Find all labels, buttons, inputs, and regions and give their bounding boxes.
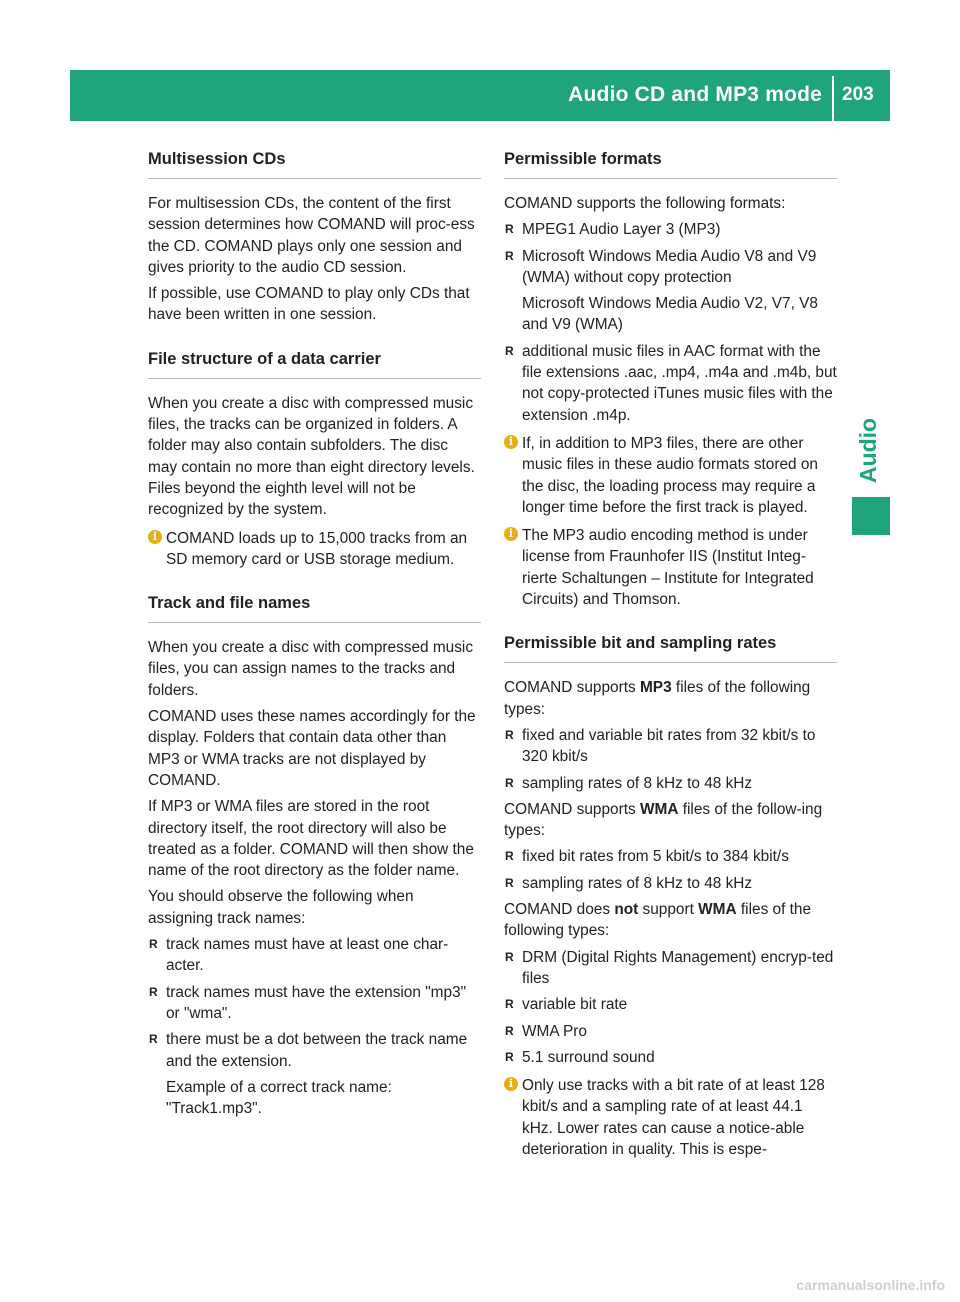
- info-text: The MP3 audio encoding method is under license from Fraunhofer IIS (Institut Integ-rierte Schaltungen – Institute for Integrated Circuits) and Thomson.: [522, 527, 814, 609]
- section-multisession: [148, 150, 481, 326]
- page-header: [70, 70, 890, 121]
- emphasis: WMA: [698, 901, 737, 919]
- info-text: If, in addition to MP3 files, there are other music files in these audio formats stored on the disc, the loading process may require a longer time before the first track is played.: [522, 434, 818, 516]
- paragraph: [504, 899, 837, 942]
- section-title: Permissible formats: [504, 150, 837, 179]
- emphasis: not: [614, 901, 639, 919]
- text: support: [638, 901, 699, 919]
- emphasis: MP3: [639, 679, 672, 697]
- info-icon: i: [504, 527, 518, 541]
- list-item: R there must be a dot between the track name and the extension.: [148, 1029, 481, 1072]
- section-title: Multisession CDs: [148, 150, 481, 179]
- section-file-structure: [148, 350, 481, 570]
- paragraph: For multisession CDs, the content of the first session determines how COMAND will proc-ess the CD. COMAND plays only one session and gives priority to the audio CD session.: [148, 195, 475, 276]
- info-icon: i: [504, 435, 518, 449]
- text: COMAND does: [504, 901, 615, 919]
- info-note: [504, 525, 837, 610]
- info-note: [148, 528, 481, 571]
- info-icon: i: [504, 1077, 518, 1091]
- list-item: R sampling rates of 8 kHz to 48 kHz: [504, 773, 837, 794]
- watermark: carmanualsonline.info: [796, 1277, 945, 1293]
- text: files of the following types:: [504, 901, 812, 940]
- text: files of the following types:: [504, 679, 811, 718]
- info-note: [504, 1075, 837, 1160]
- info-text: Only use tracks with a bit rate of at least 128 kbit/s and a sampling rate of at least 44.1 kHz. Lower rates can cause a notice-able deterioration in quality. This is espe-: [522, 1077, 825, 1158]
- paragraph: If MP3 or WMA files are stored in the root directory itself, the root directory will also be treated as a folder. COMAND will then show the name of the root directory as the folder name.: [148, 798, 474, 880]
- text: files of the follow-ing types:: [504, 800, 823, 840]
- list-item: R sampling rates of 8 kHz to 48 kHz: [504, 873, 837, 894]
- info-icon: i: [148, 530, 162, 544]
- header-title: Audio CD and MP3 mode: [568, 83, 822, 106]
- section-bit-sampling-rates: [504, 634, 837, 1160]
- section-title: Track and file names: [148, 594, 481, 623]
- list-item: R fixed and variable bit rates from 32 kbit/s to 320 kbit/s: [504, 725, 837, 768]
- list-item: R track names must have at least one char-acter.: [148, 934, 481, 977]
- paragraph: [504, 799, 837, 842]
- side-tab-marker: [852, 497, 890, 535]
- paragraph: When you create a disc with compressed music files, the tracks can be organized in folders. A folder may also contain subfolders. The disc may contain no more than eight directory levels. Files beyond the eighth level will not be recognized by the system.: [148, 394, 475, 519]
- list-item: R DRM (Digital Rights Management) encryp-ted files: [504, 947, 837, 990]
- paragraph: [504, 677, 837, 720]
- section-permissible-formats: [504, 150, 837, 610]
- side-tab-audio: [849, 408, 889, 492]
- list-item: R track names must have the extension "mp3" or "wma".: [148, 982, 481, 1025]
- info-note: [504, 433, 837, 518]
- right-column: [504, 150, 837, 1184]
- side-tab-label: Audio: [855, 417, 882, 483]
- info-text: COMAND loads up to 15,000 tracks from an SD memory card or USB storage medium.: [166, 529, 468, 568]
- paragraph: If possible, use COMAND to play only CDs that have been written in one session.: [148, 285, 470, 324]
- paragraph: You should observe the following when assigning track names:: [148, 888, 414, 927]
- emphasis: WMA: [639, 800, 679, 818]
- text: COMAND supports: [504, 679, 640, 697]
- list-item: R fixed bit rates from 5 kbit/s to 384 kbit/s: [504, 846, 837, 867]
- header-divider: [832, 76, 834, 121]
- list-item: R MPEG1 Audio Layer 3 (MP3): [504, 219, 837, 240]
- section-title: File structure of a data carrier: [148, 350, 481, 379]
- paragraph: COMAND supports the following formats:: [504, 195, 786, 212]
- text: COMAND supports: [504, 800, 640, 818]
- paragraph: Example of a correct track name: "Track1.mp3".: [166, 1078, 392, 1118]
- section-track-names: [148, 594, 481, 1119]
- section-title: Permissible bit and sampling rates: [504, 634, 837, 663]
- page-number: 203: [842, 84, 874, 105]
- list-item: R 5.1 surround sound: [504, 1047, 837, 1068]
- list-item: R variable bit rate: [504, 994, 837, 1015]
- list-item: R Microsoft Windows Media Audio V8 and V9 (WMA) without copy protection: [504, 246, 837, 289]
- list-item: R additional music files in AAC format with the file extensions .aac, .mp4, .m4a and .m4b, but not copy-protected iTunes music files with the extension .m4p.: [504, 341, 837, 426]
- list-item: R WMA Pro: [504, 1021, 837, 1042]
- paragraph: Microsoft Windows Media Audio V2, V7, V8 and V9 (WMA): [522, 295, 818, 334]
- paragraph: COMAND uses these names accordingly for the display. Folders that contain data other than MP3 or WMA tracks are not displayed by COMAND.: [148, 708, 476, 789]
- paragraph: When you create a disc with compressed music files, you can assign names to the tracks and folders.: [148, 639, 474, 699]
- left-column: [148, 150, 481, 1143]
